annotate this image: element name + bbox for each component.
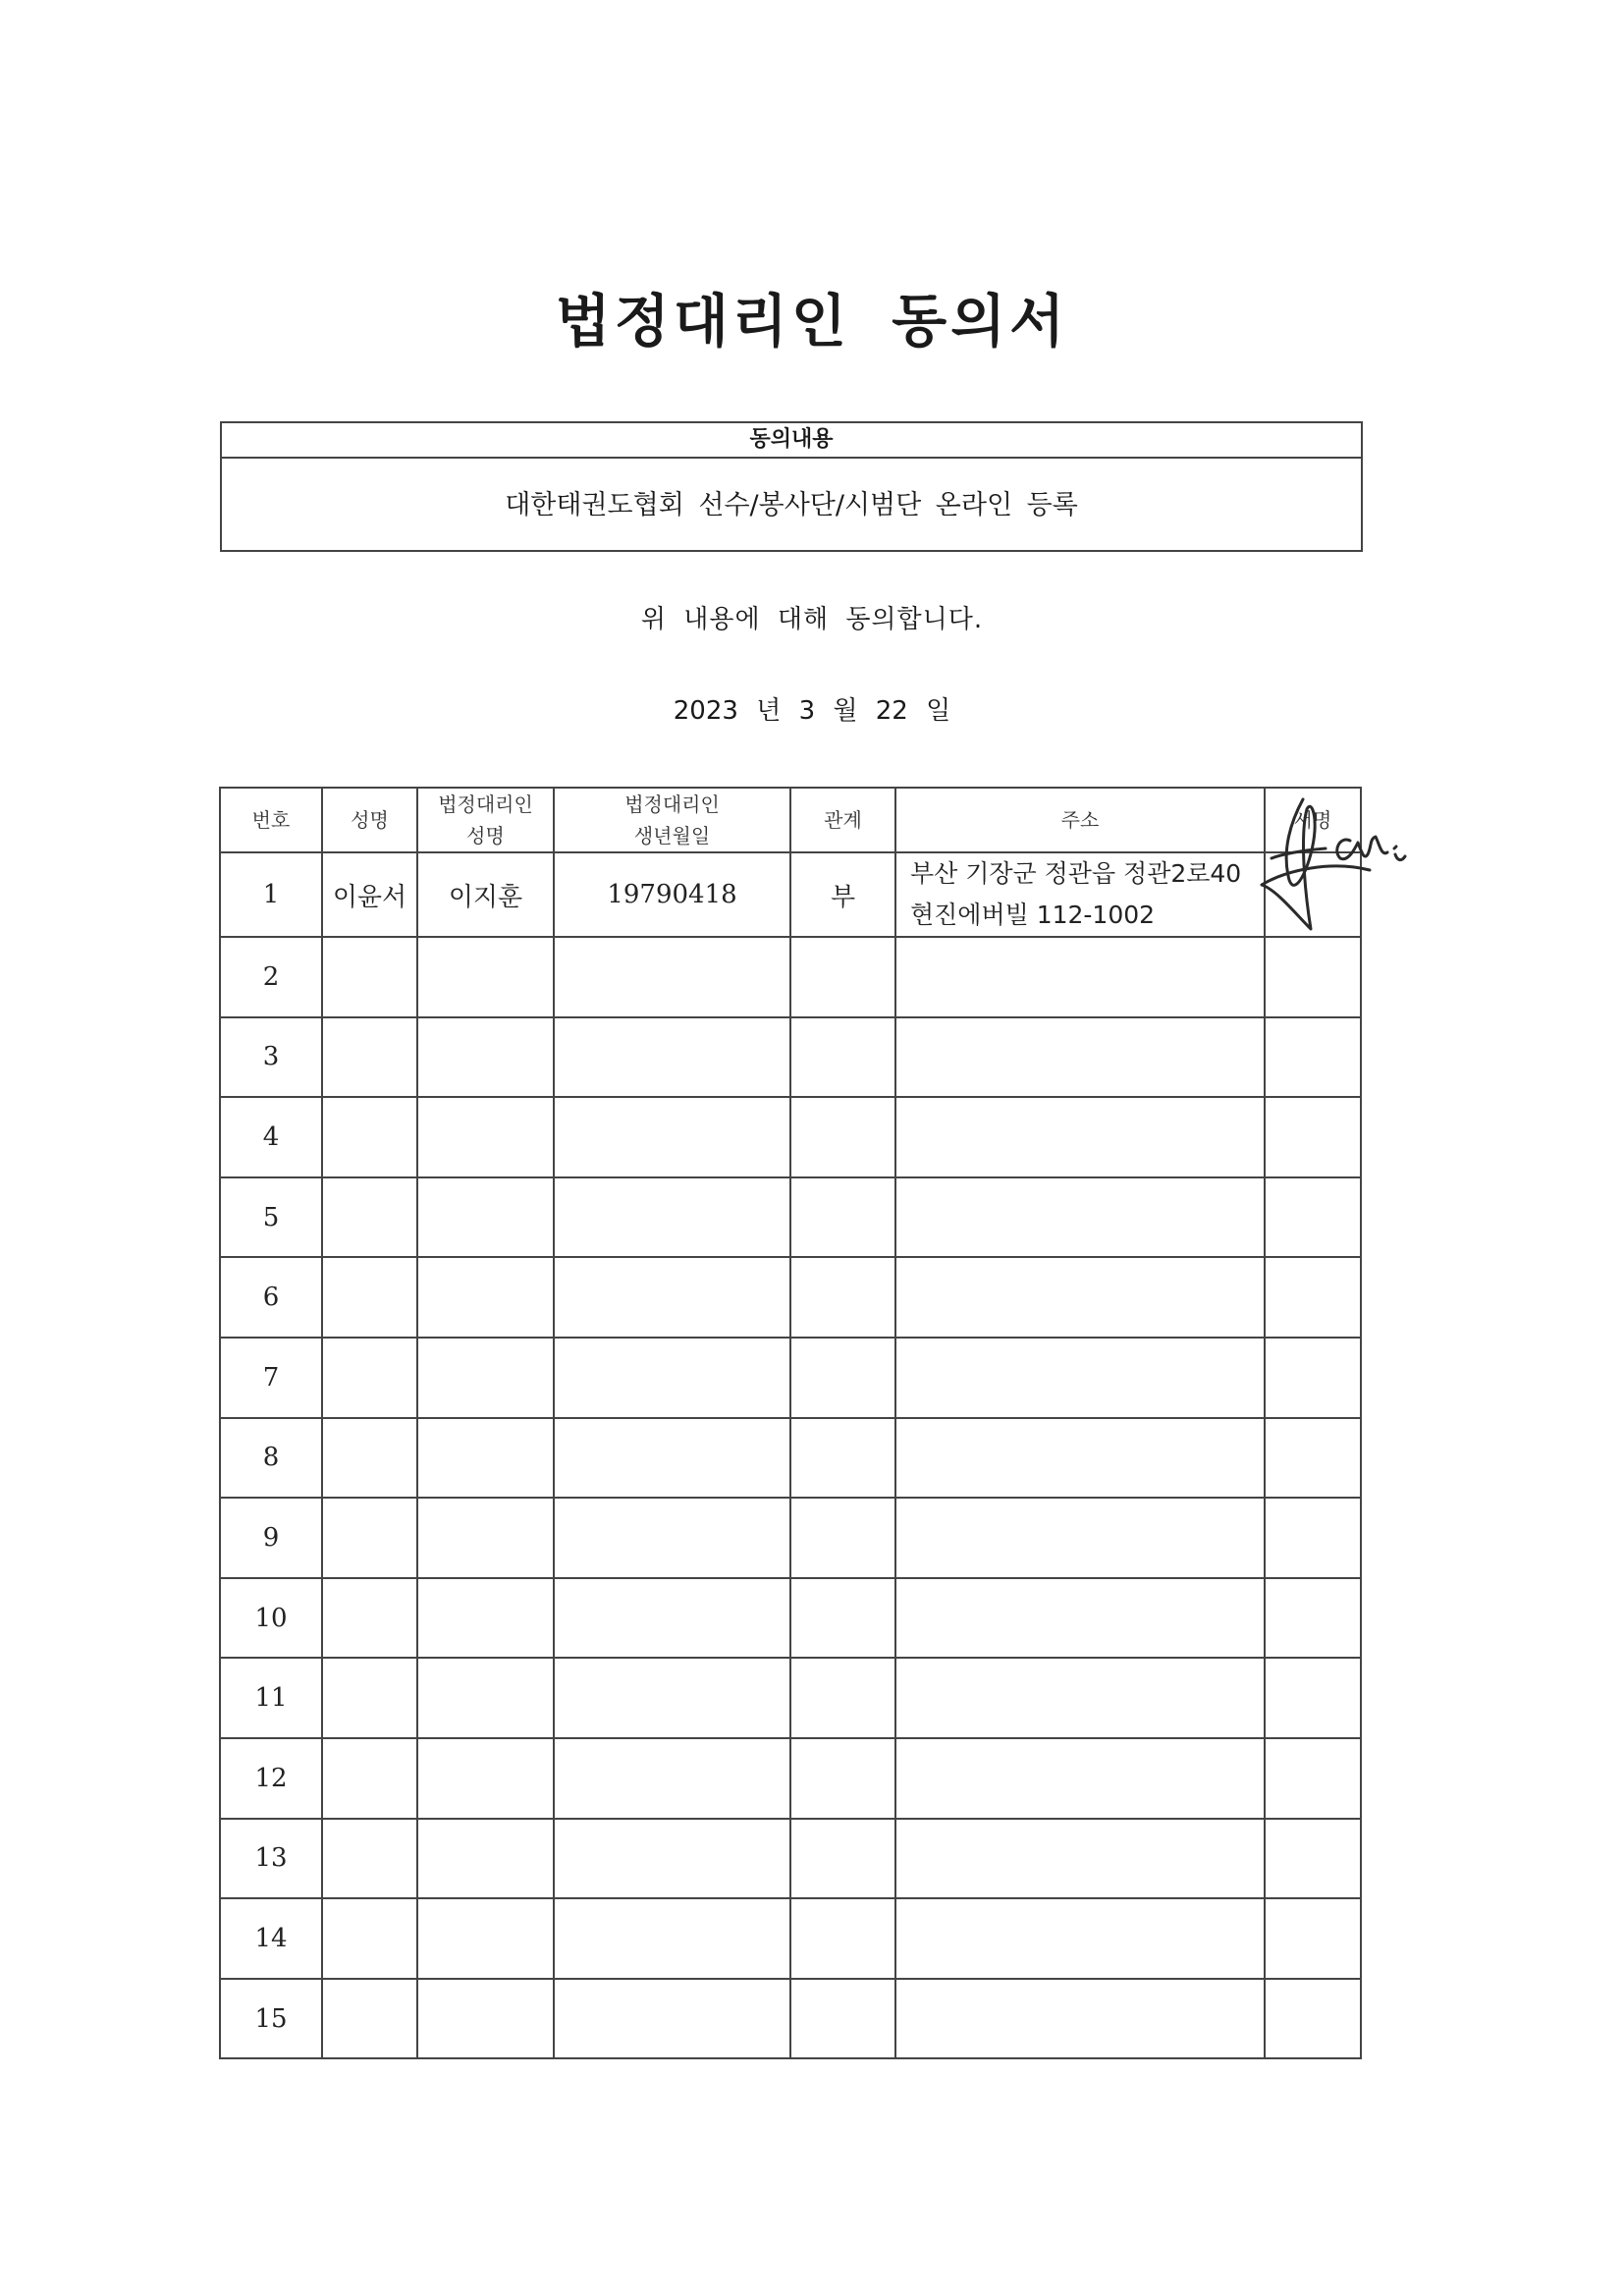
col-header-signature: [1265, 788, 1361, 852]
cell-guardian-name: [417, 1979, 554, 2059]
address-line: 부산 기장군 정관읍 정관2로40: [910, 859, 1242, 888]
col-header-label: 법정대리인: [438, 793, 533, 816]
cell-number: 11: [220, 1658, 322, 1738]
cell-address: [895, 1418, 1265, 1499]
cell-signature: [1265, 852, 1361, 937]
table-row: [220, 1819, 1361, 1899]
cell-signature: [1265, 1979, 1361, 2059]
cell-guardian-birth: [554, 1658, 790, 1738]
cell-address: [895, 1658, 1265, 1738]
cell-name: [322, 1738, 417, 1819]
agreement-text: 위 내용에 대해 동의합니다.: [640, 605, 984, 634]
cell-guardian-birth: [554, 1819, 790, 1899]
table-row: [220, 1738, 1361, 1819]
cell-guardian-name: [417, 1898, 554, 1979]
cell-guardian-birth: [554, 1097, 790, 1177]
table-row: [220, 1257, 1361, 1338]
cell-number: 7: [220, 1338, 322, 1418]
cell-signature: [1265, 1017, 1361, 1098]
table-row: [220, 1898, 1361, 1979]
col-header-label: 주소: [1060, 808, 1100, 832]
cell-number: 15: [220, 1979, 322, 2059]
cell-name: [322, 1017, 417, 1098]
cell-guardian-name: 이지훈: [417, 852, 554, 937]
consent-date: 2023 년 3 월 22 일: [673, 696, 951, 726]
table-row: [220, 937, 1361, 1017]
col-header-label: 법정대리인: [624, 793, 720, 816]
cell-name: [322, 1979, 417, 2059]
consent-content: 대한태권도협회 선수/봉사단/시범단 온라인 등록: [505, 490, 1078, 520]
cell-guardian-birth: [554, 1578, 790, 1659]
cell-signature: [1265, 1498, 1361, 1578]
table-row: [220, 1017, 1361, 1098]
address-line: 현진에버빌 112-1002: [910, 901, 1156, 929]
cell-relation: [790, 1979, 895, 2059]
cell-guardian-name: [417, 1498, 554, 1578]
cell-guardian-birth: 19790418: [554, 852, 790, 937]
cell-name: [322, 1418, 417, 1499]
cell-guardian-birth: [554, 1498, 790, 1578]
cell-number: 3: [220, 1017, 322, 1098]
col-header-guardian-name: [417, 788, 554, 852]
cell-guardian-birth: [554, 1418, 790, 1499]
cell-guardian-name: [417, 1097, 554, 1177]
cell-signature: [1265, 1819, 1361, 1899]
cell-address: [895, 1578, 1265, 1659]
cell-guardian-birth: [554, 1898, 790, 1979]
cell-name: [322, 1898, 417, 1979]
col-header-label: 성명: [351, 808, 389, 832]
cell-number: 1: [220, 852, 322, 937]
cell-signature: [1265, 1177, 1361, 1258]
table-row: [220, 1177, 1361, 1258]
cell-name: [322, 1338, 417, 1418]
cell-name: [322, 937, 417, 1017]
cell-guardian-name: [417, 1418, 554, 1499]
cell-number: 8: [220, 1418, 322, 1499]
cell-address: [895, 852, 1265, 937]
cell-number: 14: [220, 1898, 322, 1979]
cell-relation: 부: [790, 852, 895, 937]
cell-signature: [1265, 1738, 1361, 1819]
cell-address: [895, 1898, 1265, 1979]
table-row: [220, 1338, 1361, 1418]
cell-address: [895, 1177, 1265, 1258]
table-row: [220, 1097, 1361, 1177]
table-row: [220, 1979, 1361, 2059]
cell-signature: [1265, 1257, 1361, 1338]
cell-number: 13: [220, 1819, 322, 1899]
cell-name: [322, 1498, 417, 1578]
consent-section: [220, 421, 1363, 552]
cell-address: [895, 1257, 1265, 1338]
cell-relation: [790, 1257, 895, 1338]
cell-relation: [790, 1578, 895, 1659]
cell-number: 9: [220, 1498, 322, 1578]
cell-number: 2: [220, 937, 322, 1017]
cell-relation: [790, 937, 895, 1017]
cell-signature: [1265, 1418, 1361, 1499]
cell-guardian-birth: [554, 1738, 790, 1819]
col-header-label: 관계: [824, 808, 862, 832]
cell-guardian-birth: [554, 1338, 790, 1418]
cell-number: 5: [220, 1177, 322, 1258]
cell-name: [322, 1097, 417, 1177]
cell-signature: [1265, 1898, 1361, 1979]
cell-name: [322, 1578, 417, 1659]
cell-signature: [1265, 1578, 1361, 1659]
cell-name: [322, 1177, 417, 1258]
cell-signature: [1265, 937, 1361, 1017]
cell-address: [895, 1338, 1265, 1418]
cell-relation: [790, 1819, 895, 1899]
cell-relation: [790, 1097, 895, 1177]
cell-address: [895, 1979, 1265, 2059]
cell-name: 이윤서: [322, 852, 417, 937]
cell-signature: [1265, 1658, 1361, 1738]
cell-address: [895, 1738, 1265, 1819]
col-header-guardian-birth: [554, 788, 790, 852]
cell-guardian-birth: [554, 1257, 790, 1338]
cell-guardian-name: [417, 1177, 554, 1258]
col-header-label: 서명: [1293, 808, 1332, 832]
cell-name: [322, 1819, 417, 1899]
table-row: [220, 1578, 1361, 1659]
cell-guardian-name: [417, 1819, 554, 1899]
col-header-number: [220, 788, 322, 852]
cell-relation: [790, 1658, 895, 1738]
cell-guardian-birth: [554, 1177, 790, 1258]
cell-address: [895, 1097, 1265, 1177]
cell-guardian-birth: [554, 937, 790, 1017]
table-row: [220, 1418, 1361, 1499]
col-header-address: [895, 788, 1265, 852]
cell-relation: [790, 1177, 895, 1258]
col-header-label: 생년월일: [633, 824, 711, 847]
cell-number: 4: [220, 1097, 322, 1177]
col-header-name: [322, 788, 417, 852]
cell-relation: [790, 1498, 895, 1578]
table-row: [220, 1498, 1361, 1578]
cell-number: 12: [220, 1738, 322, 1819]
cell-address: [895, 1819, 1265, 1899]
cell-guardian-birth: [554, 1017, 790, 1098]
cell-guardian-name: [417, 1257, 554, 1338]
cell-guardian-birth: [554, 1979, 790, 2059]
col-header-label: 성명: [466, 824, 505, 847]
cell-signature: [1265, 1097, 1361, 1177]
cell-number: 10: [220, 1578, 322, 1659]
cell-name: [322, 1658, 417, 1738]
cell-guardian-name: [417, 1738, 554, 1819]
cell-relation: [790, 1418, 895, 1499]
cell-guardian-name: [417, 1338, 554, 1418]
cell-signature: [1265, 1338, 1361, 1418]
cell-address: [895, 1498, 1265, 1578]
table-row: [220, 852, 1361, 937]
cell-relation: [790, 1017, 895, 1098]
cell-relation: [790, 1338, 895, 1418]
col-header-label: 번호: [251, 808, 291, 832]
table-header-row: [220, 788, 1361, 852]
cell-address: [895, 937, 1265, 1017]
guardian-table: [219, 787, 1362, 2059]
cell-relation: [790, 1898, 895, 1979]
table-row: [220, 1658, 1361, 1738]
col-header-relation: [790, 788, 895, 852]
cell-guardian-name: [417, 1017, 554, 1098]
cell-guardian-name: [417, 1658, 554, 1738]
cell-guardian-name: [417, 1578, 554, 1659]
cell-name: [322, 1257, 417, 1338]
document-title: 법정대리인 동의서: [555, 288, 1069, 355]
cell-number: 6: [220, 1257, 322, 1338]
cell-guardian-name: [417, 937, 554, 1017]
cell-address: [895, 1017, 1265, 1098]
cell-relation: [790, 1738, 895, 1819]
consent-header: 동의내용: [222, 423, 1361, 459]
